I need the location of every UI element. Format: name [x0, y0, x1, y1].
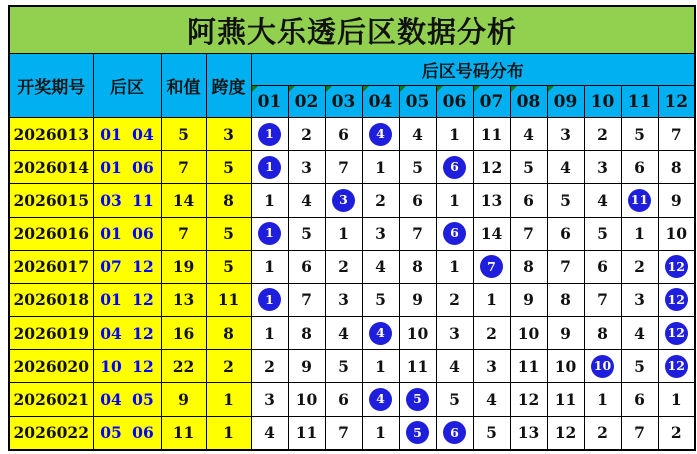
- dist-cell: 11: [288, 416, 325, 450]
- number-column-label: 04: [368, 91, 393, 112]
- period-cell: 2026014: [9, 151, 93, 184]
- dist-cell: 3: [362, 217, 399, 250]
- hit-ball: 1: [258, 222, 281, 245]
- table-row: [9, 151, 695, 184]
- dist-cell: 4: [510, 118, 547, 151]
- number-column-header: [658, 86, 695, 118]
- number-column-header: [510, 86, 547, 118]
- rear-numbers-cell: 05 06: [93, 416, 161, 450]
- dist-cell: 10: [510, 317, 547, 350]
- dist-cell: 12: [510, 383, 547, 416]
- sum-cell: 16: [161, 317, 206, 350]
- dist-cell: [621, 184, 658, 217]
- dist-cell: 5: [510, 151, 547, 184]
- dist-cell: 8: [658, 151, 695, 184]
- dist-cell: 5: [621, 350, 658, 383]
- dist-cell: 6: [325, 383, 362, 416]
- dist-cell: 6: [621, 151, 658, 184]
- dist-cell: 4: [473, 383, 510, 416]
- period-cell: 2026015: [9, 184, 93, 217]
- dist-cell: 11: [547, 383, 584, 416]
- hit-ball: 5: [406, 421, 429, 444]
- dist-cell: 2: [621, 250, 658, 283]
- dist-cell: 13: [510, 416, 547, 450]
- sum-cell: 19: [161, 250, 206, 283]
- dist-cell: 5: [584, 217, 621, 250]
- number-column-label: 09: [553, 91, 578, 112]
- dist-cell: [473, 250, 510, 283]
- dist-cell: 7: [510, 217, 547, 250]
- table-row: [9, 184, 695, 217]
- rear-numbers-cell: 10 12: [93, 350, 161, 383]
- period-cell: 2026019: [9, 317, 93, 350]
- rear-numbers-cell: 04 05: [93, 383, 161, 416]
- dist-cell: [251, 217, 288, 250]
- dist-cell: 5: [288, 217, 325, 250]
- dist-cell: 5: [547, 184, 584, 217]
- dist-cell: 2: [473, 317, 510, 350]
- dist-cell: 3: [473, 350, 510, 383]
- hit-ball: 4: [369, 123, 392, 146]
- hit-ball: 6: [443, 156, 466, 179]
- dist-cell: 9: [547, 317, 584, 350]
- dist-cell: 10: [288, 383, 325, 416]
- number-column-header: [325, 86, 362, 118]
- dist-cell: 2: [658, 416, 695, 450]
- dist-cell: 8: [510, 250, 547, 283]
- dist-cell: [436, 217, 473, 250]
- dist-cell: 9: [399, 283, 436, 316]
- dist-cell: 2: [251, 350, 288, 383]
- table-row: [9, 383, 695, 416]
- number-column-header: [288, 86, 325, 118]
- dist-cell: [399, 416, 436, 450]
- header-row-top: [9, 54, 695, 86]
- dist-cell: 11: [399, 350, 436, 383]
- dist-cell: 4: [362, 250, 399, 283]
- rear-numbers-cell: 03 11: [93, 184, 161, 217]
- dist-cell: 1: [436, 184, 473, 217]
- corner-flag-icon: [474, 86, 480, 92]
- dist-cell: 11: [510, 350, 547, 383]
- span-cell: 5: [206, 151, 251, 184]
- number-column-header: [251, 86, 288, 118]
- dist-cell: 6: [510, 184, 547, 217]
- span-cell: 5: [206, 217, 251, 250]
- dist-cell: 9: [658, 184, 695, 217]
- dist-cell: 7: [288, 283, 325, 316]
- title-row: [9, 6, 695, 54]
- dist-cell: 2: [288, 118, 325, 151]
- number-column-header: [473, 86, 510, 118]
- hit-ball: 12: [665, 355, 688, 378]
- hit-ball: 4: [369, 388, 392, 411]
- hit-ball: 5: [406, 388, 429, 411]
- number-column-label: 02: [294, 91, 319, 112]
- corner-flag-icon: [548, 86, 554, 92]
- number-column-label: 01: [257, 91, 282, 112]
- dist-cell: 7: [621, 416, 658, 450]
- page-title: 阿燕大乐透后区数据分析: [9, 6, 695, 54]
- corner-flag-icon: [252, 86, 258, 92]
- hit-ball: 1: [258, 156, 281, 179]
- dist-cell: 3: [288, 151, 325, 184]
- corner-flag-icon: [363, 86, 369, 92]
- dist-cell: 3: [584, 151, 621, 184]
- rear-numbers-cell: 04 12: [93, 317, 161, 350]
- table-row: [9, 350, 695, 383]
- dist-cell: 10: [547, 350, 584, 383]
- rear-numbers-cell: 01 12: [93, 283, 161, 316]
- span-cell: 8: [206, 184, 251, 217]
- dist-cell: 7: [399, 217, 436, 250]
- dist-cell: [362, 118, 399, 151]
- period-cell: 2026016: [9, 217, 93, 250]
- table-row: [9, 118, 695, 151]
- number-column-label: 06: [442, 91, 467, 112]
- table-row: [9, 283, 695, 316]
- dist-cell: [436, 151, 473, 184]
- dist-cell: [584, 350, 621, 383]
- dist-cell: 6: [584, 250, 621, 283]
- dist-cell: 3: [621, 283, 658, 316]
- sum-cell: 11: [161, 416, 206, 450]
- dist-cell: [658, 283, 695, 316]
- number-column-header: [621, 86, 658, 118]
- dist-cell: 3: [325, 283, 362, 316]
- period-cell: 2026022: [9, 416, 93, 450]
- dist-cell: 8: [288, 317, 325, 350]
- table-row: [9, 317, 695, 350]
- analysis-table: [8, 5, 696, 451]
- dist-cell: 5: [621, 118, 658, 151]
- dist-cell: 2: [436, 283, 473, 316]
- sum-cell: 9: [161, 383, 206, 416]
- sum-cell: 7: [161, 151, 206, 184]
- number-column-header: [436, 86, 473, 118]
- dist-cell: 4: [399, 118, 436, 151]
- dist-cell: 6: [288, 250, 325, 283]
- dist-cell: 3: [547, 118, 584, 151]
- dist-cell: 3: [251, 383, 288, 416]
- dist-cell: 4: [436, 350, 473, 383]
- dist-cell: 2: [584, 416, 621, 450]
- dist-cell: 6: [621, 383, 658, 416]
- dist-cell: 13: [473, 184, 510, 217]
- dist-cell: 7: [547, 250, 584, 283]
- dist-cell: 1: [658, 383, 695, 416]
- number-column-header: [399, 86, 436, 118]
- dist-cell: [658, 350, 695, 383]
- hit-ball: 3: [332, 189, 355, 212]
- number-column-label: 05: [405, 91, 430, 112]
- number-column-label: 07: [479, 91, 504, 112]
- dist-cell: 4: [251, 416, 288, 450]
- hit-ball: 11: [628, 189, 651, 212]
- table-row: [9, 217, 695, 250]
- dist-cell: 1: [325, 217, 362, 250]
- sum-cell: 22: [161, 350, 206, 383]
- dist-cell: 7: [658, 118, 695, 151]
- dist-cell: 2: [584, 118, 621, 151]
- sum-cell: 5: [161, 118, 206, 151]
- dist-cell: 1: [362, 151, 399, 184]
- hit-ball: 12: [665, 322, 688, 345]
- rear-numbers-cell: 07 12: [93, 250, 161, 283]
- span-cell: 2: [206, 350, 251, 383]
- period-cell: 2026020: [9, 350, 93, 383]
- dist-cell: 4: [288, 184, 325, 217]
- dist-cell: 7: [325, 416, 362, 450]
- col-header-period: 开奖期号: [9, 54, 93, 118]
- dist-cell: 6: [399, 184, 436, 217]
- rear-numbers-cell: 01 04: [93, 118, 161, 151]
- number-column-header: [362, 86, 399, 118]
- dist-cell: 4: [547, 151, 584, 184]
- dist-cell: 14: [473, 217, 510, 250]
- corner-flag-icon: [400, 86, 406, 92]
- col-header-span: 跨度: [206, 54, 251, 118]
- hit-ball: 10: [591, 355, 614, 378]
- hit-ball: 6: [443, 222, 466, 245]
- corner-flag-icon: [289, 86, 295, 92]
- period-cell: 2026013: [9, 118, 93, 151]
- sum-cell: 13: [161, 283, 206, 316]
- corner-flag-icon: [511, 86, 517, 92]
- dist-cell: 12: [473, 151, 510, 184]
- dist-cell: 4: [325, 317, 362, 350]
- dist-cell: 6: [547, 217, 584, 250]
- number-column-label: 12: [664, 91, 689, 112]
- hit-ball: 7: [480, 255, 503, 278]
- dist-cell: 10: [399, 317, 436, 350]
- period-cell: 2026018: [9, 283, 93, 316]
- hit-ball: 1: [258, 288, 281, 311]
- dist-cell: 7: [584, 283, 621, 316]
- number-column-label: 10: [590, 91, 615, 112]
- dist-cell: 1: [621, 217, 658, 250]
- dist-cell: 9: [288, 350, 325, 383]
- dist-cell: 7: [325, 151, 362, 184]
- dist-cell: [436, 416, 473, 450]
- dist-cell: 5: [436, 383, 473, 416]
- dist-cell: [658, 250, 695, 283]
- dist-cell: 10: [658, 217, 695, 250]
- span-cell: 1: [206, 383, 251, 416]
- dist-cell: [658, 317, 695, 350]
- period-cell: 2026021: [9, 383, 93, 416]
- dist-cell: [325, 184, 362, 217]
- span-cell: 5: [206, 250, 251, 283]
- dist-cell: 5: [325, 350, 362, 383]
- sum-cell: 7: [161, 217, 206, 250]
- rear-numbers-cell: 01 06: [93, 217, 161, 250]
- hit-ball: 1: [258, 123, 281, 146]
- dist-cell: 5: [362, 283, 399, 316]
- sum-cell: 14: [161, 184, 206, 217]
- dist-cell: 6: [325, 118, 362, 151]
- corner-flag-icon: [437, 86, 443, 92]
- dist-cell: 8: [399, 250, 436, 283]
- dist-cell: 1: [362, 416, 399, 450]
- number-column-label: 03: [331, 91, 356, 112]
- dist-cell: 8: [584, 317, 621, 350]
- dist-cell: 1: [436, 118, 473, 151]
- span-cell: 11: [206, 283, 251, 316]
- table-row: [9, 250, 695, 283]
- span-cell: 3: [206, 118, 251, 151]
- dist-cell: [251, 118, 288, 151]
- number-column-header: [547, 86, 584, 118]
- dist-cell: 9: [510, 283, 547, 316]
- table-row: [9, 416, 695, 450]
- dist-cell: 4: [584, 184, 621, 217]
- dist-cell: 4: [621, 317, 658, 350]
- dist-cell: [399, 383, 436, 416]
- col-header-rear: 后区: [93, 54, 161, 118]
- period-cell: 2026017: [9, 250, 93, 283]
- dist-cell: 1: [436, 250, 473, 283]
- col-header-sum: 和值: [161, 54, 206, 118]
- rear-numbers-cell: 01 06: [93, 151, 161, 184]
- dist-cell: 1: [251, 184, 288, 217]
- span-cell: 8: [206, 317, 251, 350]
- dist-cell: 12: [547, 416, 584, 450]
- dist-cell: 8: [547, 283, 584, 316]
- col-header-distribution: 后区号码分布: [251, 54, 695, 86]
- dist-cell: 5: [399, 151, 436, 184]
- dist-cell: 1: [473, 283, 510, 316]
- dist-cell: [362, 383, 399, 416]
- number-column-header: [584, 86, 621, 118]
- dist-cell: 1: [251, 317, 288, 350]
- table-body: [9, 6, 695, 450]
- dist-cell: [251, 283, 288, 316]
- dist-cell: 1: [584, 383, 621, 416]
- hit-ball: 4: [369, 322, 392, 345]
- dist-cell: [362, 317, 399, 350]
- dist-cell: 3: [436, 317, 473, 350]
- dist-cell: 5: [473, 416, 510, 450]
- dist-cell: [251, 151, 288, 184]
- dist-cell: 11: [473, 118, 510, 151]
- dist-cell: 2: [362, 184, 399, 217]
- span-cell: 1: [206, 416, 251, 450]
- dist-cell: 2: [325, 250, 362, 283]
- number-column-label: 11: [627, 91, 652, 112]
- corner-flag-icon: [326, 86, 332, 92]
- number-column-label: 08: [516, 91, 541, 112]
- dist-cell: 1: [362, 350, 399, 383]
- hit-ball: 12: [665, 255, 688, 278]
- hit-ball: 6: [443, 421, 466, 444]
- dist-cell: 1: [251, 250, 288, 283]
- hit-ball: 12: [665, 288, 688, 311]
